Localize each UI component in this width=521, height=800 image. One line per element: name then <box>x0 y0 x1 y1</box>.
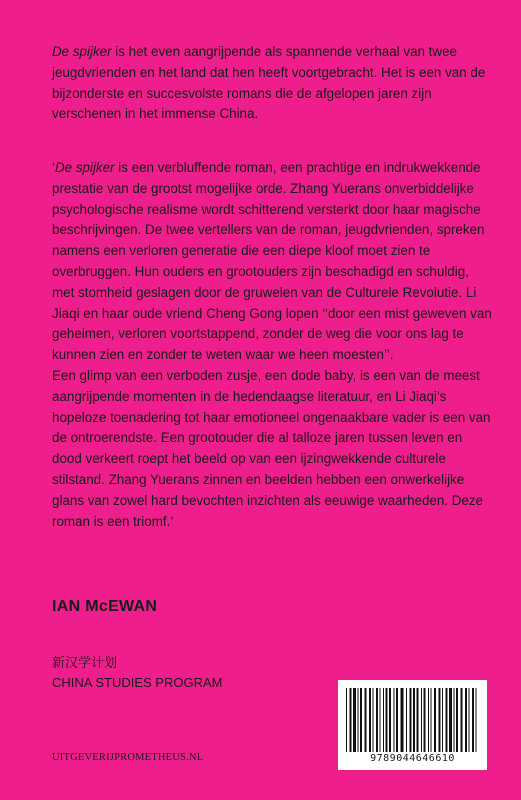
quote-body-1: is een verbluffende roman, een prachtige en indrukwekkende prestatie van de grootst mogelijke orde. Zhang Yuerans onverbiddelijke psychologische realisme wordt schitterend versterkt door haar magische beschrijvingen. De twee vertellers van de roman, jeugdvrienden, spreken namens een verloren generatie die een diepe kloof moet zien te overbruggen. Hun ouders en grootouders zijn beschadigd en schuldig, met stomheid geslagen door de gruwelen van de Culturele Revolutie. Li Jiaqi en haar oude vriend Cheng Gong lopen ‘‘door een mist geweven van geheimen, verloren voortstappend, zonder de weg die voor ons lag te kunnen zien en zonder te weten waar we heen moesten’’. <box>52 160 492 363</box>
quote-book-title: De spijker <box>54 160 115 175</box>
open-quote-mark: ‘ <box>52 160 55 175</box>
series-label: CHINA STUDIES PROGRAM <box>52 675 223 690</box>
quote-paragraph-1 <box>52 158 492 366</box>
series-chinese-title: 新汉学计划 <box>52 655 118 670</box>
quote-paragraph-2: Een glimp van een verboden zusje, een dode baby, is een van de meest aangrijpende momenten in de hedendaagse literatuur, en Li Jiaqi’s hopeloze toenadering tot haar emotioneel ongenaakbare vader is een van de ontroerendste. Een grootouder die al talloze jaren tussen leven en dood verkeert roept het beeld op van een ijzingwekkende culturele stilstand. Zhang Yuerans zinnen en beelden hebben een onwerkelijke glans van zowel hard bevochten inzichten als eeuwige waarheden. Deze roman is een triomf.’ <box>52 367 491 529</box>
intro-body: is het even aangrijpende als spannende verhaal van twee jeugdvrienden en het land dat hen heeft voortgebracht. Het is een van de bijzonderste en succesvolste romans die de afgelopen jaren zijn verschenen in het immense China. <box>52 44 486 122</box>
barcode-bars <box>344 688 481 752</box>
book-title: De spijker <box>52 44 112 59</box>
quote-author: IAN McEWAN <box>52 598 158 615</box>
review-quote <box>52 158 492 532</box>
isbn-number: 9789044646610 <box>370 753 455 764</box>
intro-text <box>52 42 492 125</box>
intro-paragraph <box>52 42 492 125</box>
publisher-url: UITGEVERIJPROMETHEUS.NL <box>52 752 204 763</box>
isbn-barcode <box>338 680 487 770</box>
